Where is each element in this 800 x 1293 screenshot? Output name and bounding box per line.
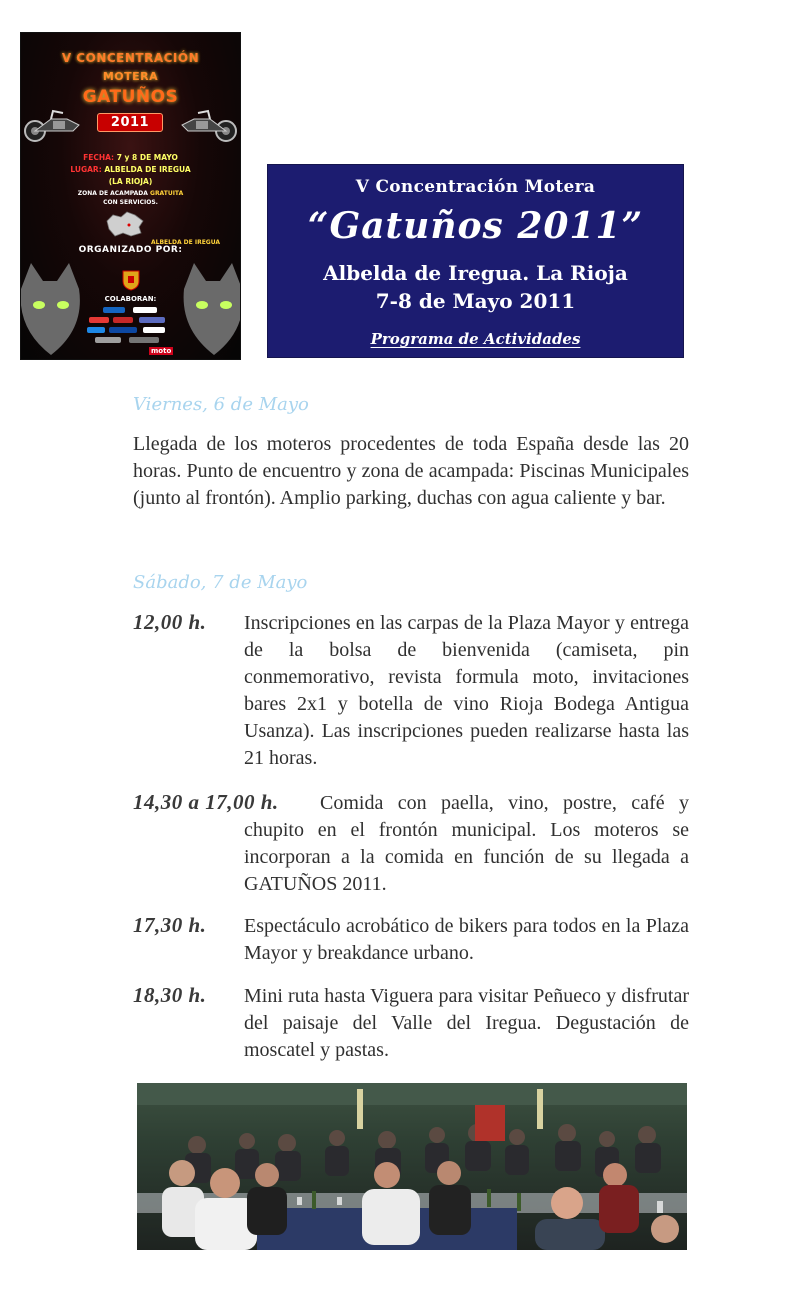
poster-place-label: LUGAR: [70, 165, 102, 174]
sponsor-logo [89, 317, 109, 323]
banner-event-name: V Concentración Motera [355, 177, 596, 197]
friday-heading: Viernes, 6 de Mayo [133, 394, 309, 415]
banner-location: Albelda de Iregua. La Rioja [323, 261, 628, 285]
event-photo [137, 1083, 687, 1250]
sponsor-logo [133, 307, 157, 313]
cat-face-right-icon [176, 259, 240, 359]
motorcycle-left-icon [23, 105, 85, 143]
title-banner [268, 165, 683, 357]
schedule-description: Mini ruta hasta Viguera para visitar Peñueco y disfrutar del paisaje del Valle del Iregua. Degustación de moscatel y pastas. [244, 985, 689, 1061]
poster-services: CON SERVICIOS. [103, 199, 158, 206]
sponsor-logo [87, 327, 105, 333]
banner-dates: 7-8 de Mayo 2011 [375, 289, 576, 313]
sponsor-logo [113, 317, 133, 323]
schedule-time: 12,00 h. [133, 610, 207, 634]
schedule-time: 18,30 h. [133, 983, 207, 1007]
schedule-description: Inscripciones en las carpas de la Plaza Mayor y entrega de la bolsa de bienvenida (camiseta, pin conmemorativo, revista formula moto, invitaciones bares 2x1 y botella de vino Rioja Bodega Antigua Usanza). Las inscripciones pueden realizarse hasta las 21 horas. [244, 612, 689, 769]
poster-place [21, 165, 240, 175]
poster-map-label: ALBELDA DE IREGUA [151, 239, 221, 246]
town-crest-icon [122, 269, 140, 291]
schedule-description: Espectáculo acrobático de bikers para todos en la Plaza Mayor y breakdance urbano. [244, 915, 689, 964]
la-rioja-map-icon [105, 209, 145, 239]
saturday-heading: Sábado, 7 de Mayo [133, 572, 308, 593]
poster-year-badge: 2011 [97, 113, 163, 132]
moto-sponsor-logo: moto [151, 347, 172, 355]
poster-camping-text: ZONA DE ACAMPADA [77, 190, 148, 197]
schedule-time: 14,30 a 17,00 h. [133, 790, 279, 814]
event-poster [21, 33, 240, 359]
sponsor-logo [143, 327, 165, 333]
banner-program-text: Programa de Actividades [370, 330, 581, 348]
poster-place-value: ALBELDA DE IREGUA [104, 165, 191, 174]
sponsor-logo [103, 307, 125, 313]
poster-region: (LA RIOJA) [108, 177, 153, 186]
poster-date-value: 7 y 8 DE MAYO [116, 153, 178, 162]
sponsor-logo [95, 337, 121, 343]
banner-program-heading [268, 330, 683, 348]
sponsor-logo [139, 317, 165, 323]
sponsor-logo [109, 327, 137, 333]
poster-date-label: FECHA: [83, 153, 115, 162]
poster-title-line3: GATUÑOS [82, 87, 179, 107]
poster-title-line1: V CONCENTRACIÓN [61, 51, 200, 65]
schedule-time: 17,30 h. [133, 913, 207, 937]
poster-sponsors-heading: COLABORAN: [104, 295, 157, 303]
poster-title-line2: MOTERA [102, 70, 159, 83]
cat-face-left-icon [21, 259, 85, 359]
friday-description: Llegada de los moteros procedentes de toda España desde las 20 horas. Punto de encuentro y zona de acampada: Piscinas Municipales (junto al frontón). Amplio parking, duchas con agua caliente y bar. [133, 433, 689, 509]
motorcycle-right-icon [176, 105, 238, 143]
poster-date [21, 153, 240, 163]
sponsor-logo [129, 337, 159, 343]
dining-crowd-image [137, 1083, 687, 1250]
banner-title: “Gatuños 2011” [307, 205, 644, 247]
schedule-description [244, 790, 689, 898]
schedule-description-text: Comida con paella, vino, postre, café y chupito en el frontón municipal. Los moteros se incorporan a la comida en función de su llegada a GATUÑOS 2011. [244, 792, 689, 895]
poster-camping-free: GRATUITA [150, 190, 184, 197]
sponsor-logos [85, 305, 177, 353]
poster-organizer-heading: ORGANIZADO POR: [78, 245, 183, 255]
